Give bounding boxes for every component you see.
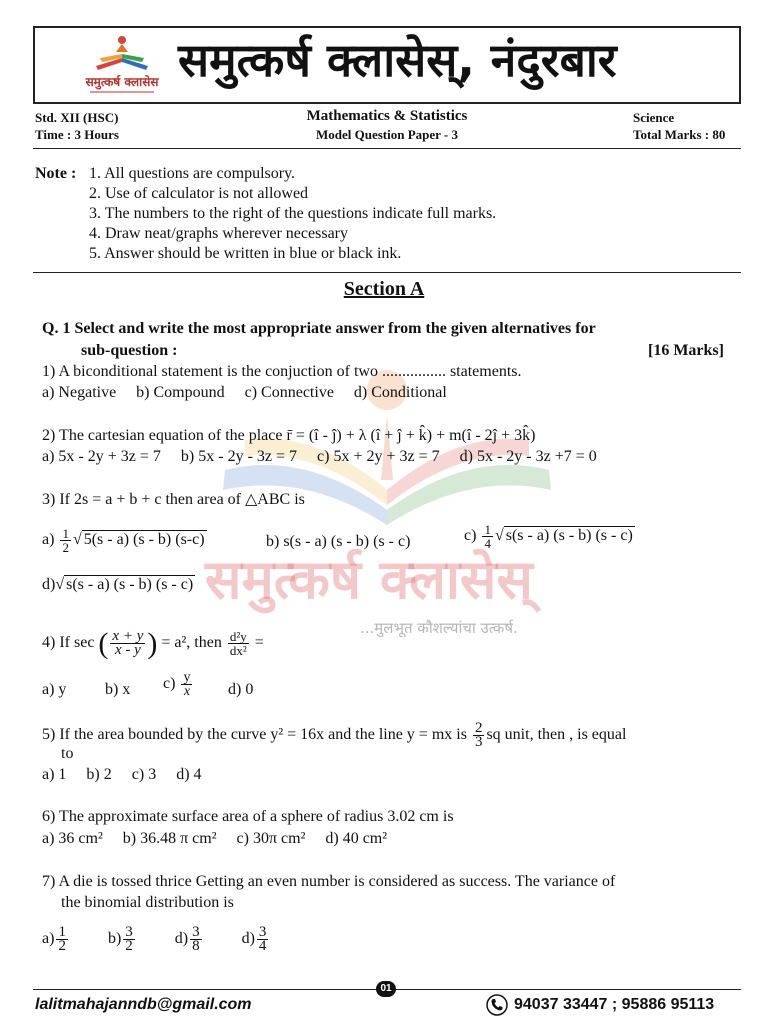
watermark-tagline: ...मुलभूत कौशल्यांचा उत्कर्ष. xyxy=(360,619,518,637)
fraction xyxy=(190,926,202,953)
denominator: 2 xyxy=(58,938,66,954)
fraction xyxy=(56,926,68,953)
divider xyxy=(33,272,741,273)
option-label: d) xyxy=(42,576,56,593)
sqrt-expression: 5(s - a) (s - b) (s-c) xyxy=(83,531,205,549)
note-item: 1. All questions are compulsory. xyxy=(89,165,296,182)
denominator: 4 xyxy=(484,536,491,551)
sqrt-expression: s(s - a) (s - b) (s - c) xyxy=(505,527,633,545)
denominator: x - y xyxy=(114,642,141,658)
question-6-options: a) 36 cm² b) 36.48 π cm² c) 30π cm² d) 40 cm² xyxy=(42,830,388,847)
fraction xyxy=(228,630,249,657)
question-4-option-b: b) x xyxy=(105,681,131,698)
denominator: 8 xyxy=(192,938,200,954)
q5-text: 5) If the area bounded by the curve y² = 16x and the line y = mx is xyxy=(42,726,467,744)
footer-email: lalitmahajanndb@gmail.com xyxy=(35,996,252,1013)
question-1: 1) A biconditional statement is the conjuction of two ................ statements. xyxy=(42,363,522,380)
question-3-option-b: b) s(s - a) (s - b) (s - c) xyxy=(266,533,411,550)
question-3-option-d: d)√ s(s - a) (s - b) (s - c) xyxy=(42,576,194,593)
q4-equals: = xyxy=(254,634,264,652)
section-title: Section A xyxy=(343,278,425,300)
numerator: 3 xyxy=(192,924,200,940)
denominator: 2 xyxy=(62,540,69,555)
question-2-options: a) 5x - 2y + 3z = 7 b) 5x - 2y - 3z = 7 c) 5x + 2y + 3z = 7 d) 5x - 2y - 3z +7 = 0 xyxy=(42,448,597,465)
fraction xyxy=(181,671,192,698)
numerator: 2 xyxy=(474,720,483,736)
denominator: 2 xyxy=(125,938,133,954)
q1-marks: [16 Marks] xyxy=(648,342,724,359)
question-5 xyxy=(42,722,626,749)
q1-heading: Q. 1 Select and write the most appropriate answer from the given alternatives for xyxy=(42,320,596,337)
option-label: d) xyxy=(241,930,255,948)
numerator: 1 xyxy=(58,924,66,940)
denominator: 4 xyxy=(258,938,267,954)
question-5-options: a) 1 b) 2 c) 3 d) 4 xyxy=(42,766,202,783)
page-number: 01 xyxy=(376,981,396,997)
question-4-option-d: d) 0 xyxy=(228,681,254,698)
stream-label: Science xyxy=(633,110,675,125)
note-item: 2. Use of calculator is not allowed xyxy=(89,185,309,202)
question-2: 2) The cartesian equation of the place r̄ = (î - ĵ) + λ (î + ĵ + k̂) + m(î - 2ĵ + 3k̂) xyxy=(42,427,536,444)
logo xyxy=(76,32,168,100)
q4-mid: = a², then xyxy=(161,634,222,652)
numerator: 3 xyxy=(125,924,133,940)
question-7-options xyxy=(42,926,270,953)
numerator: 1 xyxy=(484,522,491,537)
numerator: d²y xyxy=(229,629,247,644)
numerator: 3 xyxy=(258,924,267,940)
option-label: a) xyxy=(42,930,55,948)
fraction xyxy=(110,630,145,657)
q1-heading-cont: sub-question : xyxy=(81,342,178,359)
option-label: c) xyxy=(464,527,477,545)
denominator: 3 xyxy=(474,734,483,750)
question-4-option-a: a) y xyxy=(42,681,67,698)
paper-title: Model Question Paper - 3 xyxy=(315,127,459,142)
institute-title: समुत्कर्ष क्लासेस्, नंदुरबार xyxy=(178,33,617,87)
divider xyxy=(33,148,741,149)
note-item: 4. Draw neat/graphs wherever necessary xyxy=(89,225,348,242)
question-4-option-c xyxy=(163,671,194,698)
fraction xyxy=(473,722,485,749)
numerator: x + y xyxy=(112,628,144,644)
fraction xyxy=(257,926,269,953)
svg-text:समुत्कर्ष क्लासेस: समुत्कर्ष क्लासेस xyxy=(85,75,159,89)
fraction xyxy=(482,523,493,550)
time-label: Time : 3 Hours xyxy=(35,127,119,142)
fraction xyxy=(60,527,71,554)
phone-icon xyxy=(486,994,508,1016)
question-4: 4) If sec ( $\frac{x + y}{x - y}$ ) = a², then $\frac{\text{d²y}}{\text{dx²}}$ = xyxy=(42,627,264,660)
total-marks: Total Marks : 80 xyxy=(633,127,726,142)
question-6: 6) The approximate surface area of a sphere of radius 3.02 cm is xyxy=(42,808,454,825)
option-label: b) xyxy=(107,930,122,948)
question-7: 7) A die is tossed thrice Getting an even number is considered as success. The variance of xyxy=(42,873,616,890)
question-7-cont: the binomial distribution is xyxy=(61,894,234,911)
footer-phones: 94037 33447 ; 95886 95113 xyxy=(514,996,715,1013)
question-3-option-c: c) $\frac{1}{4}$ √ s(s - a) (s - b) (s - c) xyxy=(464,522,633,551)
q5-suffix: sq unit, then , is equal xyxy=(486,726,627,744)
denominator: x xyxy=(183,684,191,699)
question-3: 3) If 2s = a + b + c then area of △ABC is xyxy=(42,491,305,508)
std-label: Std. XII (HSC) xyxy=(35,110,119,125)
question-1-options: a) Negative b) Compound c) Connective d) Conditional xyxy=(42,384,447,401)
option-label: c) xyxy=(163,675,176,693)
note-item: 3. The numbers to the right of the questions indicate full marks. xyxy=(89,205,497,222)
numerator: y xyxy=(183,670,191,685)
option-label: d) xyxy=(174,930,189,948)
fraction xyxy=(123,926,135,953)
numerator: 1 xyxy=(62,526,69,541)
question-3-options-row1: a) $\frac{1}{2}$ √ 5(s - a) (s - b) (s-c) xyxy=(42,526,205,555)
sqrt-expression: s(s - a) (s - b) (s - c) xyxy=(66,576,194,593)
q4-prefix: 4) If sec xyxy=(42,634,95,652)
watermark-text: समुत्कर्ष क्लासेस् xyxy=(205,548,533,611)
subject-title: Mathematics & Statistics xyxy=(306,108,468,124)
option-label: a) xyxy=(42,531,55,549)
denominator: dx² xyxy=(229,643,247,658)
note-item: 5. Answer should be written in blue or black ink. xyxy=(89,245,402,262)
note-label: Note : xyxy=(35,165,77,182)
question-5-cont: to xyxy=(61,745,74,762)
